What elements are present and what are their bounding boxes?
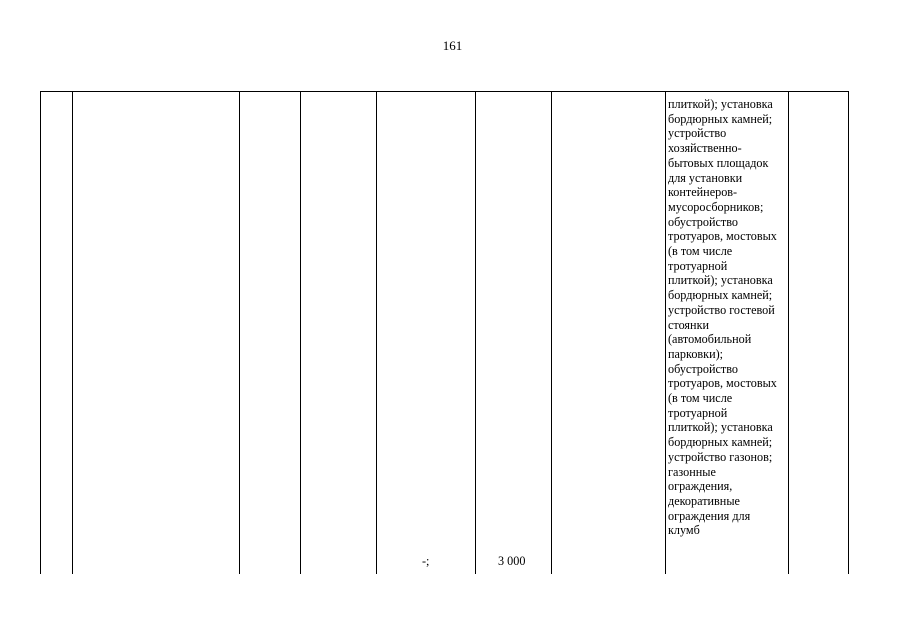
page-number: 161: [442, 38, 463, 53]
column-border: [551, 91, 552, 574]
column-border: [40, 91, 41, 574]
column-border: [239, 91, 240, 574]
column-border: [848, 91, 849, 574]
column-border: [665, 91, 666, 574]
column-border: [300, 91, 301, 574]
table-cell-amount: 3 000: [498, 554, 526, 568]
column-border: [475, 91, 476, 574]
column-border: [376, 91, 377, 574]
column-border: [72, 91, 73, 574]
table-cell-dash: -;: [422, 554, 430, 568]
table-cell-work-description: плиткой); установка бордюрных камней; устройство хозяйственно- бытовых площадок для установки контейнеров- мусоросборников; обустройство тротуаров, мостовых (в том числе тротуарной плиткой); установка бордюрных камней; устройство гостевой стоянки (автомобильной парковки); обустройство тротуаров, мостовых (в том числе тротуарной плиткой); установка бордюрных камней; устройство газонов; газонные ограждения, декоративные ограждения для клумб: [668, 97, 777, 538]
